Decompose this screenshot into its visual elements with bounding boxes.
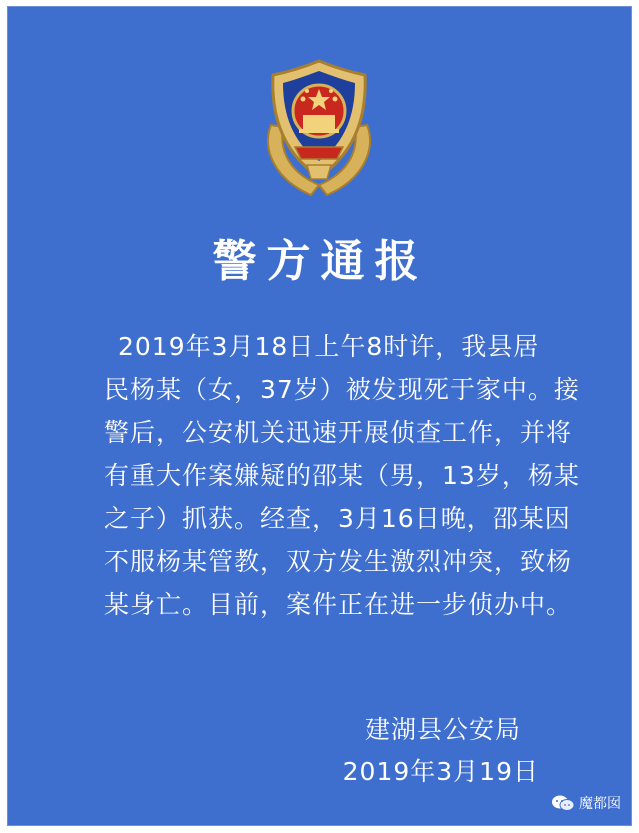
watermark-text: 魔都囡 — [579, 796, 621, 812]
notice-body-line: 之子）抓获。经查，3月16日晚，邵某因 — [104, 504, 571, 533]
notice-body-line: 2019年3月18日上午8时许，我县居 — [118, 332, 540, 361]
notice-body-line: 警后，公安机关迅速开展侦查工作，并将 — [104, 418, 573, 447]
issuer-name: 建湖县公安局 — [364, 715, 521, 744]
wechat-icon — [551, 794, 575, 812]
notice-title: 警方通报 — [212, 236, 429, 287]
issue-date: 2019年3月19日 — [342, 757, 539, 786]
notice-body — [104, 325, 604, 626]
notice-panel — [7, 6, 632, 826]
notice-body-line: 某身亡。目前，案件正在进一步侦办中。 — [104, 590, 573, 619]
notice-body-line: 有重大作案嫌疑的邵某（男，13岁，杨某 — [104, 461, 580, 490]
watermark — [551, 793, 621, 813]
notice-body-line: 民杨某（女，37岁）被发现死于家中。接 — [104, 375, 580, 404]
police-emblem-icon — [251, 55, 387, 201]
notice-body-line: 不服杨某管教，双方发生激烈冲突，致杨 — [104, 547, 573, 576]
